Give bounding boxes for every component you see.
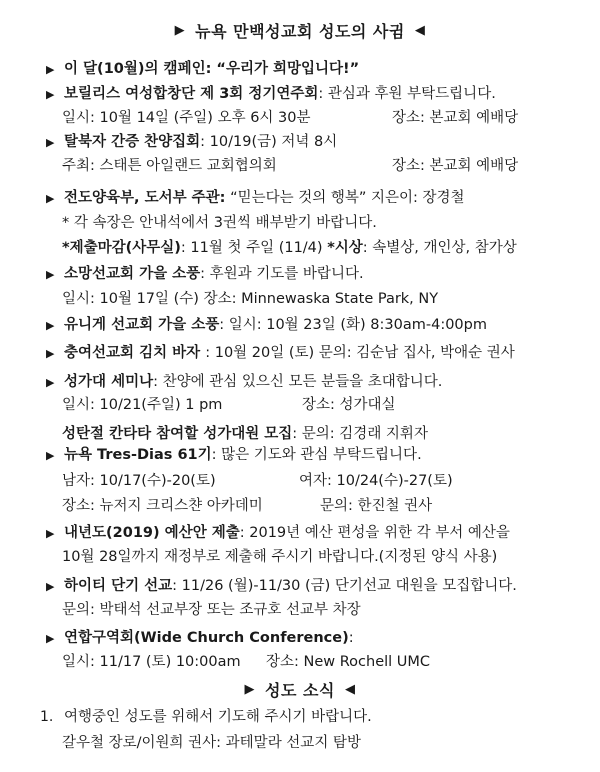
place-text: 장소: 본교회 예배당	[392, 158, 519, 174]
date-text: 일시: 10/21(주일) 1 pm	[62, 397, 223, 413]
bullet-icon: ▶	[46, 527, 55, 540]
bullet-icon: ▶	[46, 268, 55, 281]
item-title: 하이티 단기 선교	[64, 578, 173, 594]
news-text: 여행중인 성도를 위해서 기도해 주시기 바랍니다.	[64, 709, 372, 725]
item-text: : 11/26 (월)-11/30 (금) 단기선교 대원을 모집합니다.	[172, 578, 517, 594]
item-haiti-details	[0, 598, 600, 623]
item-budget-details	[0, 545, 600, 570]
note-text: * 각 속장은 안내석에서 3권씩 배부받기 바랍니다.	[62, 215, 377, 231]
bullet-icon: ▶	[46, 376, 55, 389]
place-text: 장소: 성가대실	[302, 397, 396, 413]
news-item-details	[0, 731, 600, 756]
item-book-deadline	[0, 236, 600, 261]
bullet-icon: ▶	[46, 449, 55, 462]
item-book-note	[0, 211, 600, 236]
item-choir-seminar	[0, 370, 600, 395]
item-tresdias-dates	[0, 469, 600, 494]
left-arrow-icon: ◀	[344, 682, 356, 697]
male-dates: 남자: 10/17(수)-20(토)	[62, 473, 216, 489]
item-title: 유니게 선교회 가을 소풍	[64, 317, 220, 333]
item-somang	[0, 262, 600, 287]
bullet-icon: ▶	[46, 319, 55, 332]
right-arrow-icon: ▶	[174, 23, 186, 38]
item-campaign	[0, 57, 600, 82]
item-title: 뉴욕 Tres-Dias 61기	[64, 447, 212, 463]
item-budget	[0, 521, 600, 546]
item-text: : 2019년 예산 편성을 위한 각 부서 예산을	[239, 525, 510, 541]
item-number: 1.	[40, 709, 54, 725]
host-text: 주최: 스태튼 아일랜드 교회협의회	[62, 158, 277, 174]
item-title: 성가대 세미나	[64, 374, 154, 390]
item-title: 내년도(2019) 예산안 제출	[64, 525, 240, 541]
bullet-icon: ▶	[46, 580, 55, 593]
item-text: :	[348, 630, 354, 646]
award-text: : 속별상, 개인상, 참가상	[362, 240, 517, 256]
item-title: 연합구역회(Wide Church Conference)	[64, 630, 349, 646]
deadline-text: : 11월 첫 주일 (11/4)	[180, 240, 328, 256]
section-title: 뉴욕 만백성교회 성도의 사귐	[195, 22, 405, 41]
detail-text: 문의: 박태석 선교부장 또는 조규호 선교부 차장	[62, 602, 361, 618]
item-text: : 찬양에 관심 있으신 모든 분들을 초대합니다.	[153, 374, 443, 390]
item-title: 성탄절 칸타타 참여할 성가대원 모집	[62, 426, 293, 442]
deadline-label: *제출마감(사무실)	[62, 240, 181, 256]
contact-text: 문의: 한진철 권사	[320, 498, 433, 514]
item-defector-details	[0, 154, 600, 179]
item-tresdias-place	[0, 494, 600, 519]
bullet-icon: ▶	[46, 192, 55, 205]
item-book	[0, 186, 600, 211]
item-choir-seminar-details	[0, 393, 600, 418]
item-text: : 후원과 기도를 바랍니다.	[200, 266, 364, 282]
item-defector	[0, 130, 600, 155]
female-dates: 여자: 10/24(수)-27(토)	[299, 473, 453, 489]
bullet-icon: ▶	[46, 63, 55, 76]
item-title: 전도양육부, 도서부 주관:	[64, 190, 226, 206]
news-heading	[0, 678, 600, 701]
item-text: : 10월 20일 (토) 문의: 김순남 집사, 박애순 권사	[205, 345, 515, 361]
item-kimchi	[0, 341, 600, 366]
date-text: 일시: 11/17 (토) 10:00am	[62, 654, 241, 670]
right-arrow-icon: ▶	[244, 682, 256, 697]
bullet-icon: ▶	[46, 136, 55, 149]
place-text: 장소: 뉴저지 크리스챤 아카데미	[62, 498, 263, 514]
item-conference-details	[0, 650, 600, 675]
item-concert-details	[0, 106, 600, 131]
item-title: 이 달(10월)의 캠페인: “우리가 희망입니다!”	[64, 61, 360, 77]
place-text: 장소: New Rochell UMC	[266, 654, 431, 670]
detail-text: 일시: 10월 17일 (수) 장소: Minnewaska State Park, NY	[62, 291, 439, 307]
place-text: 장소: 본교회 예배당	[392, 110, 519, 126]
item-tresdias	[0, 443, 600, 468]
news-title: 성도 소식	[265, 681, 335, 700]
bullet-icon: ▶	[46, 347, 55, 360]
item-title: 보릴리스 여성합창단 제 3회 정기연주회	[64, 86, 319, 102]
item-text: : 관심과 후원 부탁드립니다.	[318, 86, 496, 102]
item-somang-details	[0, 287, 600, 312]
award-label: *시상	[327, 240, 363, 256]
section-heading	[0, 19, 600, 42]
item-concert	[0, 82, 600, 107]
bullet-icon: ▶	[46, 88, 55, 101]
item-text: : 10/19(금) 저녁 8시	[200, 134, 338, 150]
detail-text: 갈우철 장로/이원희 권사: 과테말라 선교지 탐방	[62, 735, 361, 751]
item-title: 탈북자 간증 찬양집회	[64, 134, 201, 150]
item-title: 소망선교회 가을 소풍	[64, 266, 201, 282]
item-unige	[0, 313, 600, 338]
news-item	[0, 705, 600, 730]
date-text: 일시: 10월 14일 (주일) 오후 6시 30분	[62, 110, 311, 126]
item-text: : 문의: 김경래 지휘자	[292, 426, 428, 442]
detail-text: 10월 28일까지 재정부로 제출해 주시기 바랍니다.(지정된 양식 사용)	[62, 549, 498, 565]
item-text: : 일시: 10월 23일 (화) 8:30am-4:00pm	[219, 317, 487, 333]
bullet-icon: ▶	[46, 632, 55, 645]
item-haiti	[0, 574, 600, 599]
item-text: “믿는다는 것의 행복” 지은이: 장경철	[225, 190, 465, 206]
item-text: : 많은 기도와 관심 부탁드립니다.	[211, 447, 422, 463]
left-arrow-icon: ◀	[414, 23, 426, 38]
item-conference	[0, 626, 600, 651]
item-title: 충여선교회 김치 바자	[64, 345, 206, 361]
